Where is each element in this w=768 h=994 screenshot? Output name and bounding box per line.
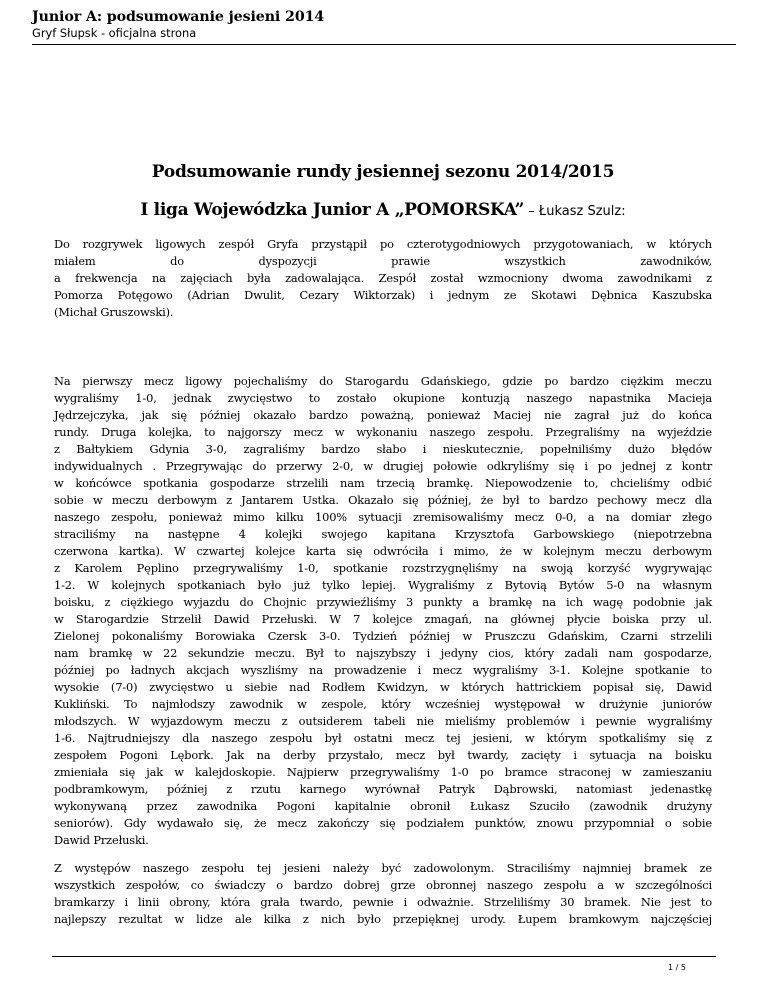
author-name: – Łukasz Szulz:: [524, 204, 626, 219]
paragraph-line: Na pierwszy mecz ligowy pojechaliśmy do Starogardu Gdańskiego, gdzie po bardzo ciężkim meczu: [54, 374, 712, 388]
paragraph-line: Jędrzejczyka, jak się później okazało bardzo poważną, ponieważ Maciej nie zagrał już do końca: [54, 408, 712, 422]
paragraph-line: z Karolem Pęplino przegrywaliśmy 1-0, spotkanie rozstrzygnęliśmy na swoją korzyść wygrywając: [54, 561, 712, 575]
paragraph-season-recap: [54, 373, 712, 849]
paragraph-line: straciliśmy na następne 4 kolejki swojego kapitana Krzysztofa Garbowskiego (niepotrzebna: [54, 527, 712, 541]
paragraph-line: w końcówce spotkania gospodarze strzelili nam trzecią bramkę. Niepowodzenie to, chcieliśmy odbić: [54, 476, 712, 490]
paragraph-line: w Starogardzie Strzelił Dawid Przełuski. W 7 kolejce zmagań, na głównej płycie boiska przy ul.: [54, 612, 712, 626]
paragraph-line: boisku, z ciężkiego wyjazdu do Chojnic przywieźliśmy 3 punkty a bramkę na ich wagę podobnie jak: [54, 595, 712, 609]
paragraph-line: seniorów). Gdy wydawało się, że mecz zakończy się podziałem punktów, znowu przypomniał o sobie: [54, 816, 712, 830]
paragraph-line: wygraliśmy 1-0, jednak zwycięstwo to zostało okupione kontuzją naszego napastnika Macieja: [54, 391, 712, 405]
paragraph-line: Zielonej pokonaliśmy Borowiaka Czersk 3-0. Tydzień później w Pruszczu Gdańskim, Czarni strzelili: [54, 629, 712, 643]
paragraph-line: zespołem Pogoni Lębork. Jak na derby przystało, mecz był twardy, zacięty i sytuacja na boisku: [54, 748, 712, 762]
paragraph-line: Z występów naszego zespołu tej jesieni należy być zadowolonym. Straciliśmy najmniej bramek ze: [54, 861, 712, 875]
paragraph-line: wykonywaną przez zawodnika Pogoni kapitalnie obronił Łukasz Szuciło (zawodnik drużyny: [54, 799, 712, 813]
paragraph-line: Dawid Przełuski.: [54, 833, 149, 847]
paragraph-line: 1-2. W kolejnych spotkaniach było już tylko lepiej. Wygraliśmy z Bytovią Bytów 5-0 na własnym: [54, 578, 712, 592]
paragraph-line: Pomorza Potęgowo (Adrian Dwulit, Cezary Wiktorzak) i jednym ze Skotawi Dębnica Kaszubska: [54, 288, 712, 302]
page-footer: [52, 956, 716, 972]
paragraph-line: podbramkowym, później z rzutu karnego wyrównał Patryk Dąbrowski, natomiast jedenastkę: [54, 782, 712, 796]
paragraph-line: bramkarzy i linii obrony, która grała twardo, pewnie i odważnie. Strzeliliśmy 30 bramek. Nie jest to: [54, 895, 712, 909]
paragraph-line: wysokie (7-0) zwycięstwo u siebie nad Rodłem Kwidzyn, w których hattrickiem popisał się, Dawid: [54, 680, 712, 694]
league-name: I liga Wojewódzka Junior A „POMORSKA”: [140, 200, 525, 220]
paragraph-summary: [54, 860, 712, 928]
paragraph-line: z Bałtykiem Gdynia 3-0, zagraliśmy bardzo słabo i nieskutecznie, popełniliśmy dużo błędów: [54, 442, 712, 456]
paragraph-line: młodszych. W wyjazdowym meczu z outsiderem tabeli nie mieliśmy problemów i pewnie wygraliśmy: [54, 714, 712, 728]
paragraph-line: (Michał Gruszowski).: [54, 305, 174, 319]
paragraph-line: czerwona kartka). W czwartej kolejce karta się odwróciła i mimo, że w kolejnym meczu derbowym: [54, 544, 712, 558]
document-subtitle: [54, 200, 712, 222]
paragraph-line: później po ładnych akcjach wyszliśmy na prowadzenie i mecz wygraliśmy 3-1. Kolejne spotkanie to: [54, 663, 712, 677]
paragraph-line: zmieniała się jak w kalejdoskopie. Najpierw przegrywaliśmy 1-0 po bramce straconej w zamieszaniu: [54, 765, 712, 779]
paragraph-line: wszystkich zespołów, co świadczy o bardzo dobrej grze obronnej naszego zespołu a w szczególności: [54, 878, 712, 892]
paragraph-line: Do rozgrywek ligowych zespół Gryfa przystąpił po czterotygodniowych przygotowaniach, w których: [54, 237, 712, 251]
paragraph-line: naszego zespołu, ponieważ mimo kilku 100% sytuacji zremisowaliśmy mecz 0-0, a na domiar złego: [54, 510, 712, 524]
paragraph-line: a frekwencja na zajęciach była zadowalająca. Zespół został wzmocniony dwoma zawodnikami z: [54, 271, 712, 285]
header-title: Junior A: podsumowanie jesieni 2014: [32, 9, 325, 25]
paragraph-line: rundy. Druga kolejka, to najgorszy mecz w wykonaniu naszego zespołu. Przegraliśmy na wyjeździe: [54, 425, 712, 439]
paragraph-line: nam bramkę w 22 sekundzie meczu. Był to najszybszy i jedyny cios, który zadali nam gospodarze,: [54, 646, 712, 660]
document-title: Podsumowanie rundy jesiennej sezonu 2014/2015: [151, 162, 615, 182]
paragraph-intro: [54, 236, 712, 321]
paragraph-line: Kukliński. To najmłodszy zawodnik w zespole, który wcześniej występował w drużynie juniorów: [54, 697, 712, 711]
page-number: 1 / 5: [668, 963, 686, 972]
paragraph-line: miałem do dyspozycji prawie wszystkich zawodników,: [54, 254, 712, 268]
paragraph-line: najlepszy rezultat w lidze ale kilka z nich było przepięknej urody. Łupem bramkowym najczęściej: [54, 912, 712, 926]
header-subtitle: Gryf Słupsk - oficjalna strona: [32, 26, 197, 40]
paragraph-line: 1-6. Najtrudniejszy dla naszego zespołu był ostatni mecz tej jesieni, w którym spotkaliśmy się z: [54, 731, 712, 745]
paragraph-line: indywidualnych . Przegrywając do przerwy 2-0, w drugiej połowie odkryliśmy się i po jednej z kontr: [54, 459, 712, 473]
page-header: [32, 9, 736, 45]
paragraph-line: sobie w meczu derbowym z Jantarem Ustka. Okazało się później, że był to bardzo pechowy mecz dla: [54, 493, 712, 507]
